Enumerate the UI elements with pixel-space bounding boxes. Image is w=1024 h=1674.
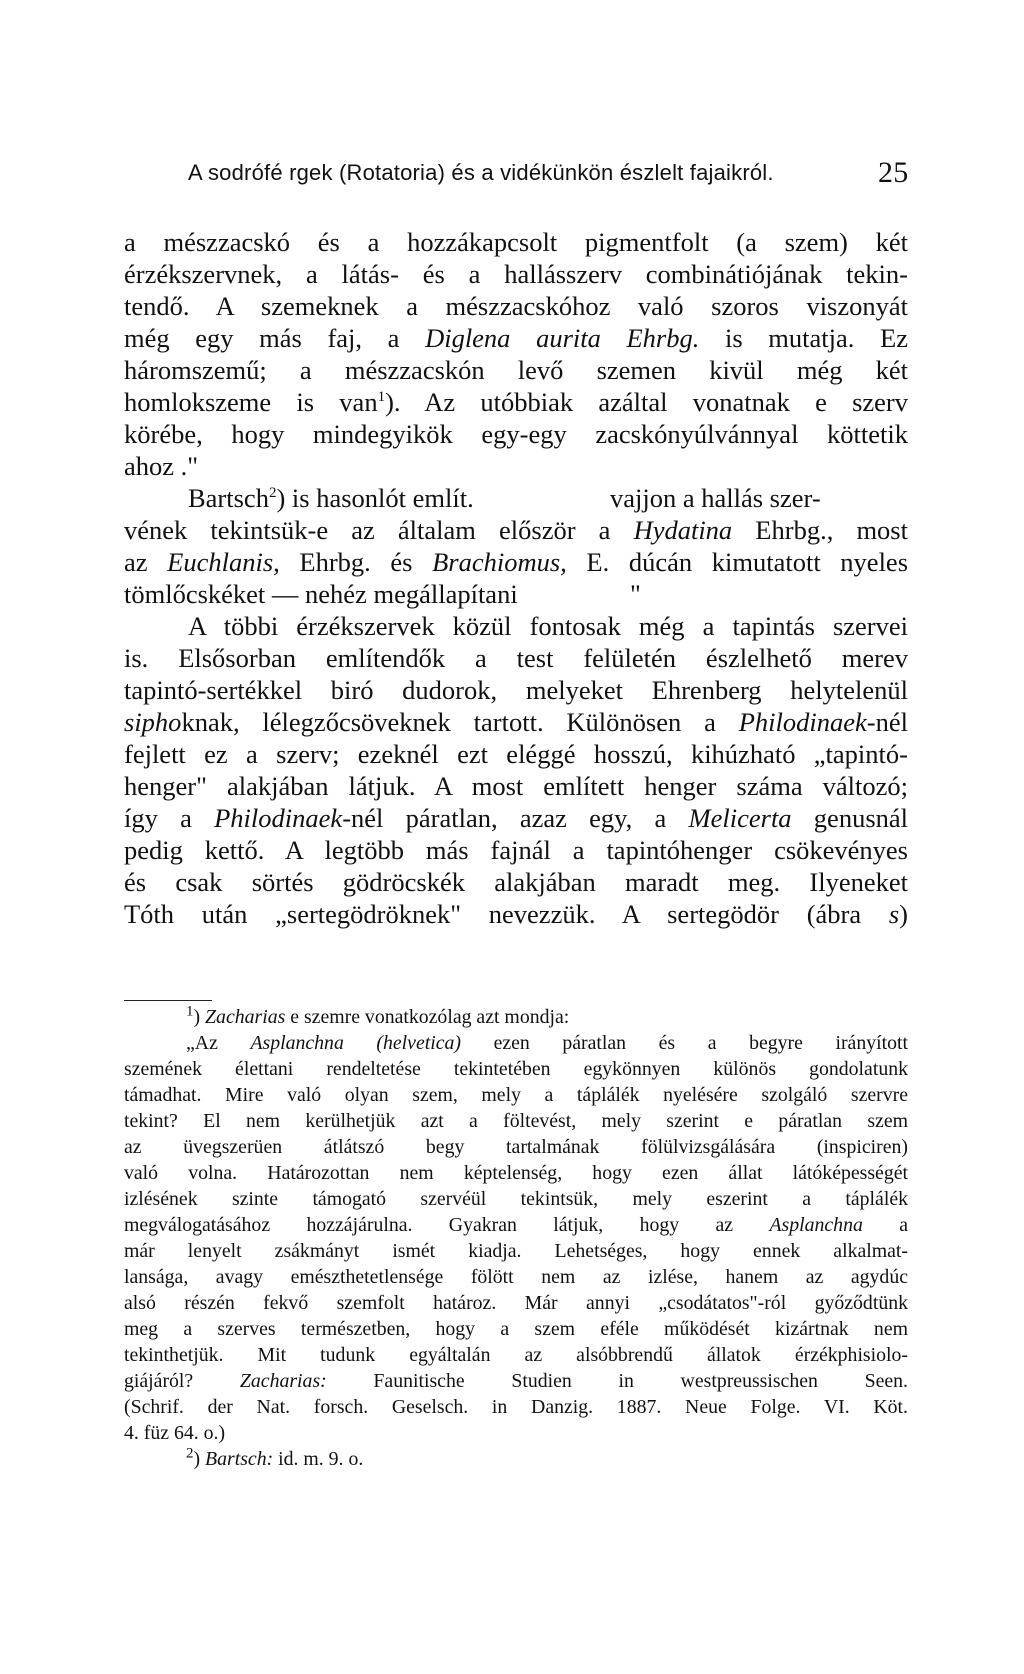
footnote-line: $^1$) Zacharias e szemre vonatkozólag azt mondja: — [186, 1003, 570, 1028]
text-line: pedig kettő. A legtöbb más fajnál a tapintóhenger csökevényes — [124, 835, 908, 865]
footnote-line: „Az Asplanchna (helvetica) ezen páratlan és a begyre irányított — [186, 1032, 908, 1054]
footnote-divider — [124, 1000, 212, 1001]
text-line: és csak sörtés gödröcskék alakjában maradt meg. Ilyeneket — [124, 867, 908, 897]
text-line: Tóth után „sertegödröknek" nevezzük. A sertegödör (ábra s) — [124, 899, 908, 929]
footnote-line: lansága, avagy emészthetetlensége fölött nem az izlése, hanem az agydúc — [124, 1266, 908, 1288]
species-name: Diglena aurita Ehrbg. — [425, 323, 700, 353]
author-name: Zacharias: — [239, 1370, 327, 1392]
author-name: Zacharias — [205, 1006, 286, 1028]
footnote-line: tekinthetjük. Mit tudunk egyáltalán az alsóbbrendű állatok érzékphisiolo- — [124, 1344, 908, 1366]
species-name: Melicerta — [688, 803, 792, 833]
species-name: Brachiomus, — [432, 547, 567, 577]
footnote-line: már lenyelt zsákmányt ismét kiadja. Lehetséges, hogy ennek alkalmat- — [124, 1240, 908, 1262]
footnote-line: $^2$) Bartsch: id. m. 9. o. — [186, 1445, 364, 1470]
text-line: Bartsch$^2$) is hasonlót említ. vajjon a hallás szer- — [188, 483, 821, 513]
text-line: tendő. A szemeknek a mészzacskóhoz való szoros viszonyát — [124, 291, 908, 321]
species-name: Hydatina — [633, 515, 733, 545]
footnote-line: (Schrif. der Nat. forsch. Geselsch. in Danzig. 1887. Neue Folge. VI. Köt. — [124, 1396, 908, 1418]
footnote-line: való volna. Határozottan nem képtelenség, hogy ezen állat látóképességét — [124, 1162, 908, 1184]
species-name: Asplanchna — [769, 1214, 863, 1236]
author-name: Bartsch: — [205, 1448, 274, 1470]
text-line: az Euchlanis, Ehrbg. és Brachiomus, E. dúcán kimutatott nyeles — [124, 547, 909, 577]
text-line: a mészzacskó és a hozzákapcsolt pigmentfolt (a szem) két — [124, 227, 908, 257]
text-line: is. Elsősorban említendők a test felületén észlelhető merev — [124, 643, 908, 673]
footnote-line: tekint? El nem kerülhetjük azt a föltevést, mely szerint e páratlan szem — [124, 1110, 908, 1132]
species-name: Asplanchna (helvetica) — [250, 1032, 461, 1054]
footnote-ref: 1 — [377, 389, 386, 406]
text-line: tapintó-sertékkel biró dudorok, melyeket Ehrenberg helytelenül — [124, 675, 908, 705]
text-line: így a Philodinaek-nél páratlan, azaz egy, a Melicerta genusnál — [124, 803, 909, 833]
text-line: érzékszervnek, a látás- és a hallásszerv combinátiójának tekin- — [124, 259, 908, 289]
footnote-line: alsó részén fekvő szemfolt határoz. Már annyi „csodátatos"-ról győződtünk — [124, 1292, 908, 1314]
footnote-ref: 2 — [268, 485, 277, 502]
species-name: Euchlanis, — [167, 547, 280, 577]
footnote-line: 4. füz 64. o.) — [124, 1422, 226, 1444]
footnote-line: meg a szerves természetben, hogy a szem eféle működését kizártnak nem — [124, 1318, 908, 1340]
page-number: 25 — [878, 156, 909, 189]
footnote-line: szemének élettani rendeltetése tekintetében egykönnyen különös gondolatunk — [124, 1058, 908, 1080]
text-line: henger" alakjában látjuk. A most említett henger száma változó; — [124, 771, 908, 801]
text-line: siphoknak, lélegzőcsöveknek tartott. Különösen a Philodinaek-nél — [124, 707, 908, 737]
text-line: körébe, hogy mindegyikök egy-egy zacskónyúlvánnyal köttetik — [124, 419, 908, 449]
species-name: Philodinaek — [738, 707, 867, 737]
text-line: vének tekintsük-e az általam először a Hydatina Ehrbg., most — [124, 515, 908, 545]
running-header — [188, 156, 909, 189]
text-line: A többi érzékszervek közül fontosak még a tapintás szervei — [188, 611, 908, 641]
text-line: ahoz ." — [124, 451, 199, 481]
text-line: fejlett ez a szerv; ezeknél ezt eléggé hosszú, kihúzható „tapintó- — [124, 739, 908, 769]
text-line: tömlőcskéket — nehéz megállapítani " — [124, 579, 641, 609]
footnote-line: az üvegszerüen átlátszó begy tartalmának fölülvizsgálására (inspiciren) — [124, 1136, 908, 1158]
footnote-line: támadhat. Mire való olyan szem, mely a táplálék nyelésére szolgáló szervre — [124, 1084, 908, 1106]
species-name: Philodinaek — [214, 803, 343, 833]
footnote-line: giájáról? Zacharias: Faunitische Studien in westpreussischen Seen. — [124, 1370, 908, 1392]
footnote-line: izlésének szinte támogató szervéül tekintsük, mely eszerint a táplálék — [124, 1188, 908, 1210]
text-line: még egy más faj, a Diglena aurita Ehrbg. is mutatja. Ez — [124, 323, 908, 353]
footnote-line: megválogatásához hozzájárulna. Gyakran látjuk, hogy az Asplanchna a — [124, 1214, 908, 1236]
text-line: háromszemű; a mészzacskón levő szemen kivül még két — [124, 355, 908, 385]
running-title: A sodrófé rgek (Rotatoria) és a vidékünkön észlelt fajaikról. — [188, 160, 774, 185]
text-line: homlokszeme is van$^1$). Az utóbbiak azáltal vonatnak e szerv — [124, 387, 908, 417]
